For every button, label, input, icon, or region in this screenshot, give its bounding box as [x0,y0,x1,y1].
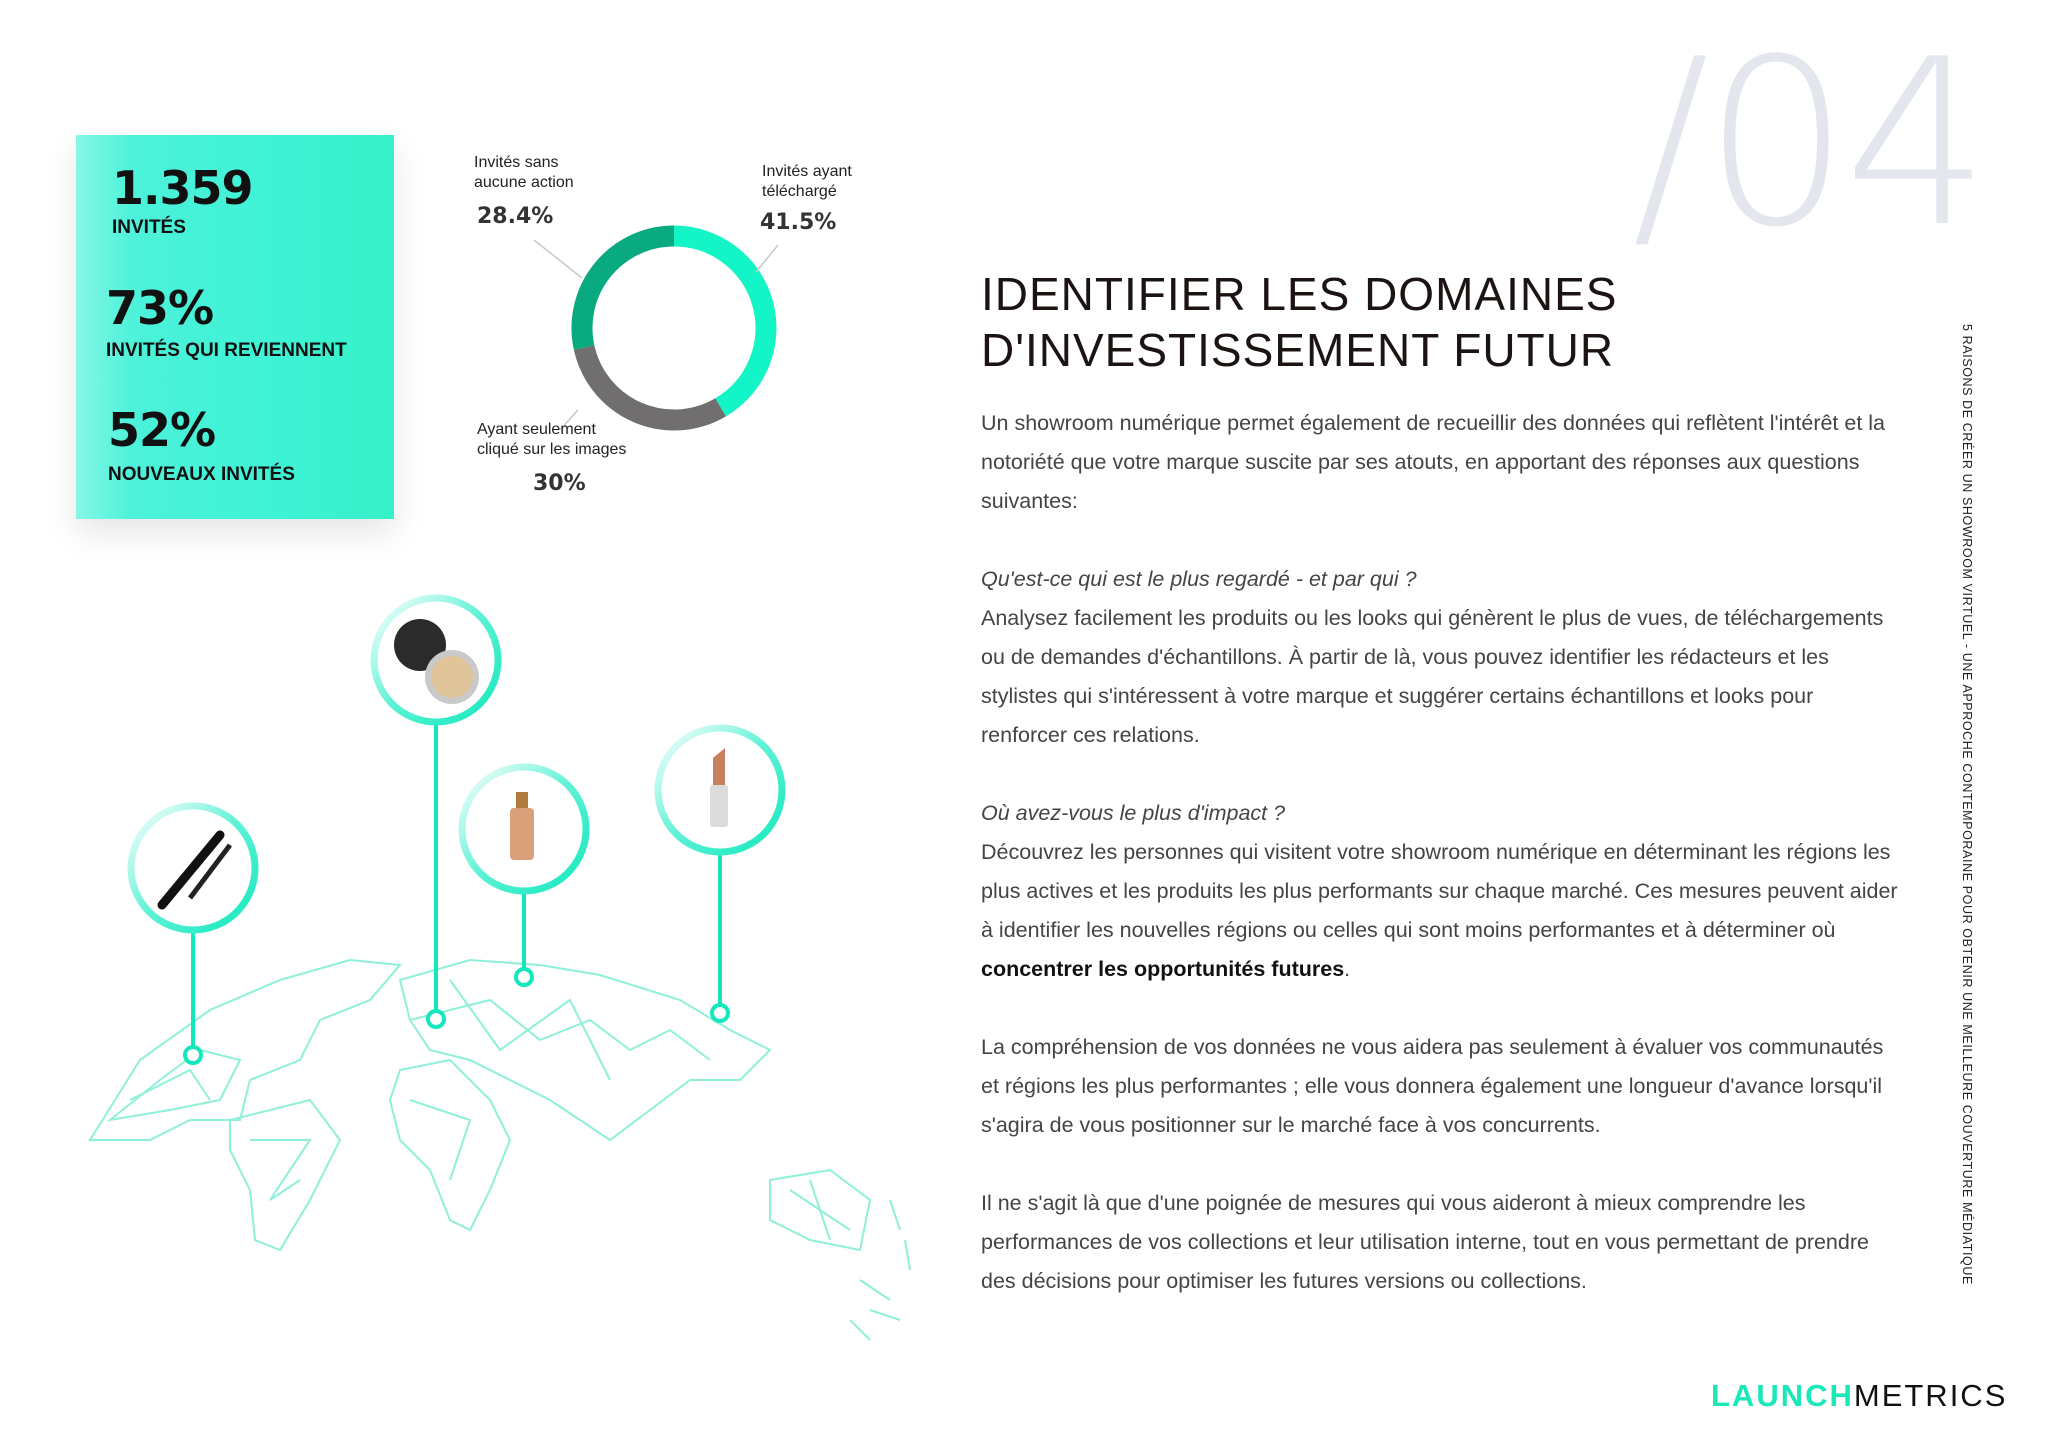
donut-slice-2 [582,236,674,348]
question-most-viewed: Qu'est-ce qui est le plus regardé - et par qui ? [981,567,1417,591]
stat-returning-value: 73% [106,281,214,335]
donut-slice-0 [674,236,766,407]
donut-segments [582,236,766,420]
stat-returning-label: INVITÉS QUI REVIENNENT [106,340,347,361]
paragraph-conclusion: Il ne s'agit là que d'une poignée de mesures qui vous aideront à mieux comprendre les performances de vos collections et leur utilisation interne, tout en vous permettant de prendre des décisions pour optimiser les futures versions ou collections. [981,1191,1869,1293]
leader-line-no-action [534,240,582,278]
answer-most-viewed: Analysez facilement les produits ou les looks qui génèrent le plus de vues, de téléchargements ou de demandes d'échantillons. À partir de là, vous pouvez identifier les rédacteurs et les stylistes qui s'intéressent à votre marque et suggérer certains échantillons et looks pour renforcer ces relations. [981,606,1884,747]
map-pins [185,723,728,1063]
section-title: IDENTIFIER LES DOMAINES D'INVESTISSEMENT FUTUR [981,268,1618,376]
side-text: 5 RAISONS DE CRÉER UN SHOWROOM VIRTUEL - UNE APPROCHE CONTEMPORAINE POUR OBTENIR UNE MEILLEURE COUVERTURE MÉDIATIQUE [1960,324,1974,1285]
page-number: /04 [1632,11,1985,278]
stat-new-value: 52% [108,403,216,457]
question-impact: Où avez-vous le plus d'impact ? [981,801,1286,825]
slice-label-no-action: Invités sans aucune action [474,154,574,191]
stat-invites-label: INVITÉS [112,217,186,238]
slice-value-clicked: 30% [533,471,586,496]
leader-line-downloaded [756,245,778,272]
paragraph-understanding: La compréhension de vos données ne vous aidera pas seulement à évaluer vos communautés et régions les plus performantes ; elle vous donnera également une longueur d'avance lorsqu'il s'agira de vous positionner sur le marché face à vos concurrents. [981,1035,1884,1137]
launchmetrics-logo: LAUNCHMETRICS [1711,1378,2008,1413]
paragraph-impact [981,794,1901,989]
slice-value-no-action: 28.4% [477,204,554,229]
emphasis-opportunities: concentrer les opportunités futures [981,957,1345,981]
slice-label-downloaded: Invités ayant téléchargé [762,163,852,200]
stats-panel [76,135,394,519]
period: . [1344,957,1351,981]
side-running-title [1960,324,1974,1285]
paragraph-intro: Un showroom numérique permet également de recueillir des données qui reflètent l'intérêt et la notoriété que votre marque suscite par ses atouts, en apportant des réponses aux questions suivantes: [981,411,1886,513]
donut-slice-1 [584,348,720,420]
slice-value-downloaded: 41.5% [760,210,837,235]
paragraph-most-viewed [981,560,1901,755]
answer-impact: Découvrez les personnes qui visitent votre showroom numérique en déterminant les régions les plus actives et les produits les plus performants sur chaque marché. Ces mesures peuvent aider à identifier les nouvelles régions ou celles qui sont moins performantes et à déterminer où [981,840,1898,942]
map-continents [90,960,910,1340]
body-text [981,404,1901,1340]
stat-new-label: NOUVEAUX INVITÉS [108,464,295,485]
product-pin-rings [131,598,782,930]
stat-invites-value: 1.359 [112,161,253,215]
world-map-illustration [70,580,970,1350]
slice-label-clicked: Ayant seulement cliqué sur les images [477,421,627,458]
